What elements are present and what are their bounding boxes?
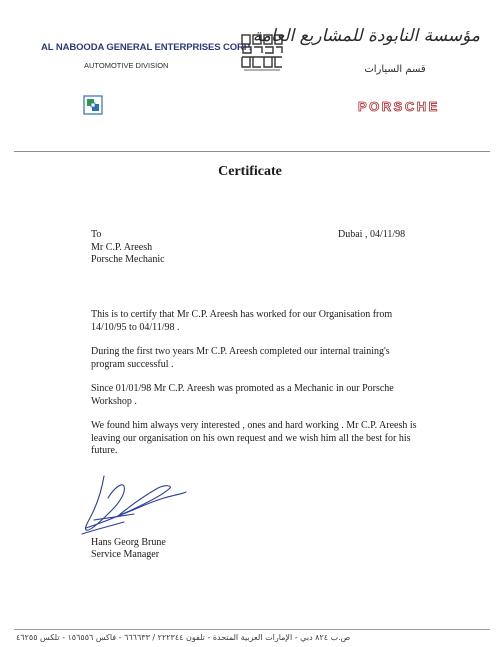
recipient-name: Mr C.P. Areesh xyxy=(91,242,153,253)
footer-divider xyxy=(14,629,490,630)
body-paragraph: Since 01/01/98 Mr C.P. Areesh was promoted as a Mechanic in our Porsche Workshop . xyxy=(91,383,394,407)
recipient-role: Porsche Mechanic xyxy=(91,254,165,265)
division-name-arabic: قسم السيارات xyxy=(364,64,426,75)
to-label: To xyxy=(91,229,102,240)
handwritten-signature xyxy=(74,470,194,536)
header-divider xyxy=(14,151,490,152)
document-title: Certificate xyxy=(218,164,282,179)
company-emblem-icon xyxy=(83,95,103,115)
footer-contact-arabic: ص.ب ٨٢٤ دبي - الإمارات العربية المتحدة - تلفون ٢٢٢٣٤٤ / ٦٦٦٦٣٣ - فاكس ١٥٦٥٥٦ - تلكس ٤٦٢٥٥ xyxy=(16,633,351,642)
company-name-arabic: مؤسسة النابودة للمشاريع العامة xyxy=(252,26,480,46)
signer-title: Service Manager xyxy=(91,549,160,560)
body-paragraph: This is to certify that Mr C.P. Areesh has worked for our Organisation from 14/10/95 to 04/11/98 . xyxy=(91,309,393,333)
body-paragraph: During the first two years Mr C.P. Areesh completed our internal training's program successful . xyxy=(91,346,390,370)
company-name: AL NABOODA GENERAL ENTERPRISES CORP. xyxy=(41,42,252,53)
signer-name: Hans Georg Brune xyxy=(91,537,166,548)
division-name: AUTOMOTIVE DIVISION xyxy=(84,61,169,70)
body-paragraph: We found him always very interested , ones and hard working . Mr C.P. Areesh is leaving our organisation on his own request and we wish him all the best for his future. xyxy=(91,420,417,456)
date-line: Dubai , 04/11/98 xyxy=(338,229,406,240)
porsche-logo: PORSCHE xyxy=(358,99,440,114)
